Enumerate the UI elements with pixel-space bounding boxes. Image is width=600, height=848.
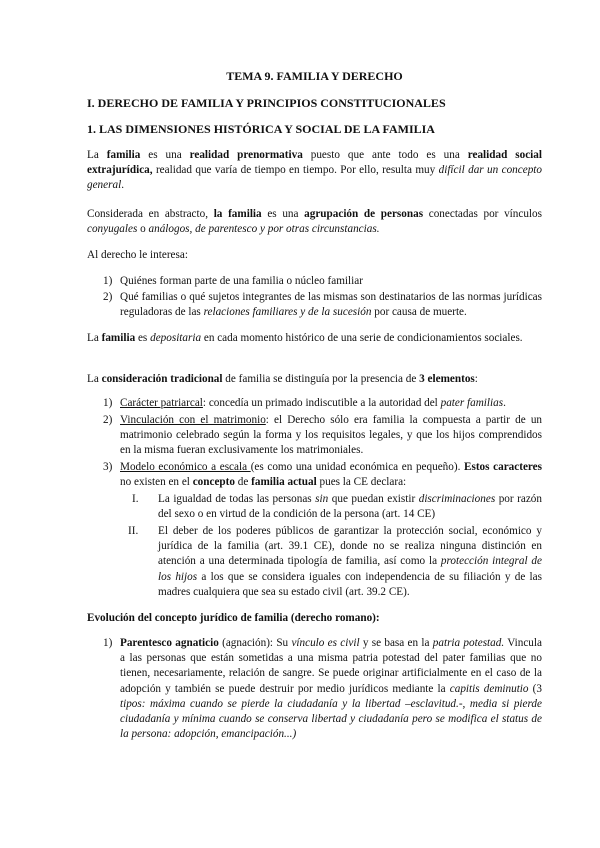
list-number: 2): [103, 291, 113, 303]
list-number: 1): [103, 637, 113, 649]
list-item: Carácter patriarcal: concedía un primado indiscutible a la autoridad del pater familias.: [120, 397, 506, 409]
list-number: 3): [103, 461, 113, 473]
list-item: Qué familias o qué sujetos integrantes de las mismas son destinatarios de las normas jurídicas reguladoras de las relaciones familiares y de la sucesión por causa de muerte.: [120, 291, 542, 319]
list-item: La igualdad de todas las personas sin que puedan existir discriminaciones por razón del sexo o en virtud de la condición de la persona (art. 14 CE): [158, 493, 542, 521]
list-number: 2): [103, 414, 113, 426]
section-heading-evolution: Evolución del concepto jurídico de familia (derecho romano):: [87, 612, 380, 624]
paragraph-traditional-elements: La consideración tradicional de familia se distinguía por la presencia de 3 elementos:: [87, 373, 478, 385]
list-number: 1): [103, 397, 113, 409]
paragraph-family-definition: La familia es una realidad prenormativa puesto que ante todo es una realidad social extrajurídica, realidad que varía de tiempo en tiempo. Por ello, resulta muy difícil dar un concepto general.: [87, 149, 542, 192]
paragraph-family-depositary: La familia es depositaria en cada momento histórico de una serie de condicionamientos sociales.: [87, 332, 523, 344]
list-item: Vinculación con el matrimonio: el Derecho sólo era familia la compuesta a partir de un matrimonio celebrado según la forma y los requisitos legales, y que los hijos comprendidos en la misma fueran exclusivamente los matrimoniales.: [120, 414, 543, 457]
paragraph-abstract-family: Considerada en abstracto, la familia es una agrupación de personas conectadas por vínculos conyugales o análogos, de parentesco y por otras circunstancias.: [87, 208, 542, 236]
list-number: II.: [128, 525, 139, 537]
section-heading: I. DERECHO DE FAMILIA Y PRINCIPIOS CONSTITUCIONALES: [87, 96, 446, 110]
list-number: 1): [103, 275, 113, 287]
list-number: I.: [132, 493, 139, 505]
list-item: Parentesco agnaticio (agnación): Su vínculo es civil y se basa en la patria potestad. Vincula a las personas que están sometidas a una misma patria potestad del pater familias que no tienen, necesariamente, relación de sangre. Se puede originar artificialmente en el caso de la adopción y también se puede destruir por medio jurídicos mediante la capitis deminutio (3 tipos: máxima cuando se pierde la ciudadanía y la libertad –esclavitud.-, media si pierde ciudadanía y mínima cuando se conserva libertad y ciudadanía pero se modifica el status de la persona: adopción, emancipación...): [120, 637, 542, 741]
list-item: Modelo económico a escala (es como una unidad económica en pequeño). Estos caracteres no existen en el concepto de familia actual pues la CE declara:: [120, 461, 542, 489]
document-title: TEMA 9. FAMILIA Y DERECHO: [226, 69, 403, 83]
list-item: Quiénes forman parte de una familia o núcleo familiar: [120, 275, 363, 287]
subsection-heading: 1. LAS DIMENSIONES HISTÓRICA Y SOCIAL DE LA FAMILIA: [87, 122, 435, 136]
paragraph-law-interest: Al derecho le interesa:: [87, 249, 188, 261]
list-item: El deber de los poderes públicos de garantizar la protección social, económico y jurídica de la familia (art. 39.1 CE), donde no se realiza ninguna distinción en atención a una determinada tipología de familia, así como la protección integral de los hijos a los que se considera iguales con independencia de su filiación y de las madres cualquiera que sea su estado civil (art. 39.2 CE).: [158, 525, 542, 598]
